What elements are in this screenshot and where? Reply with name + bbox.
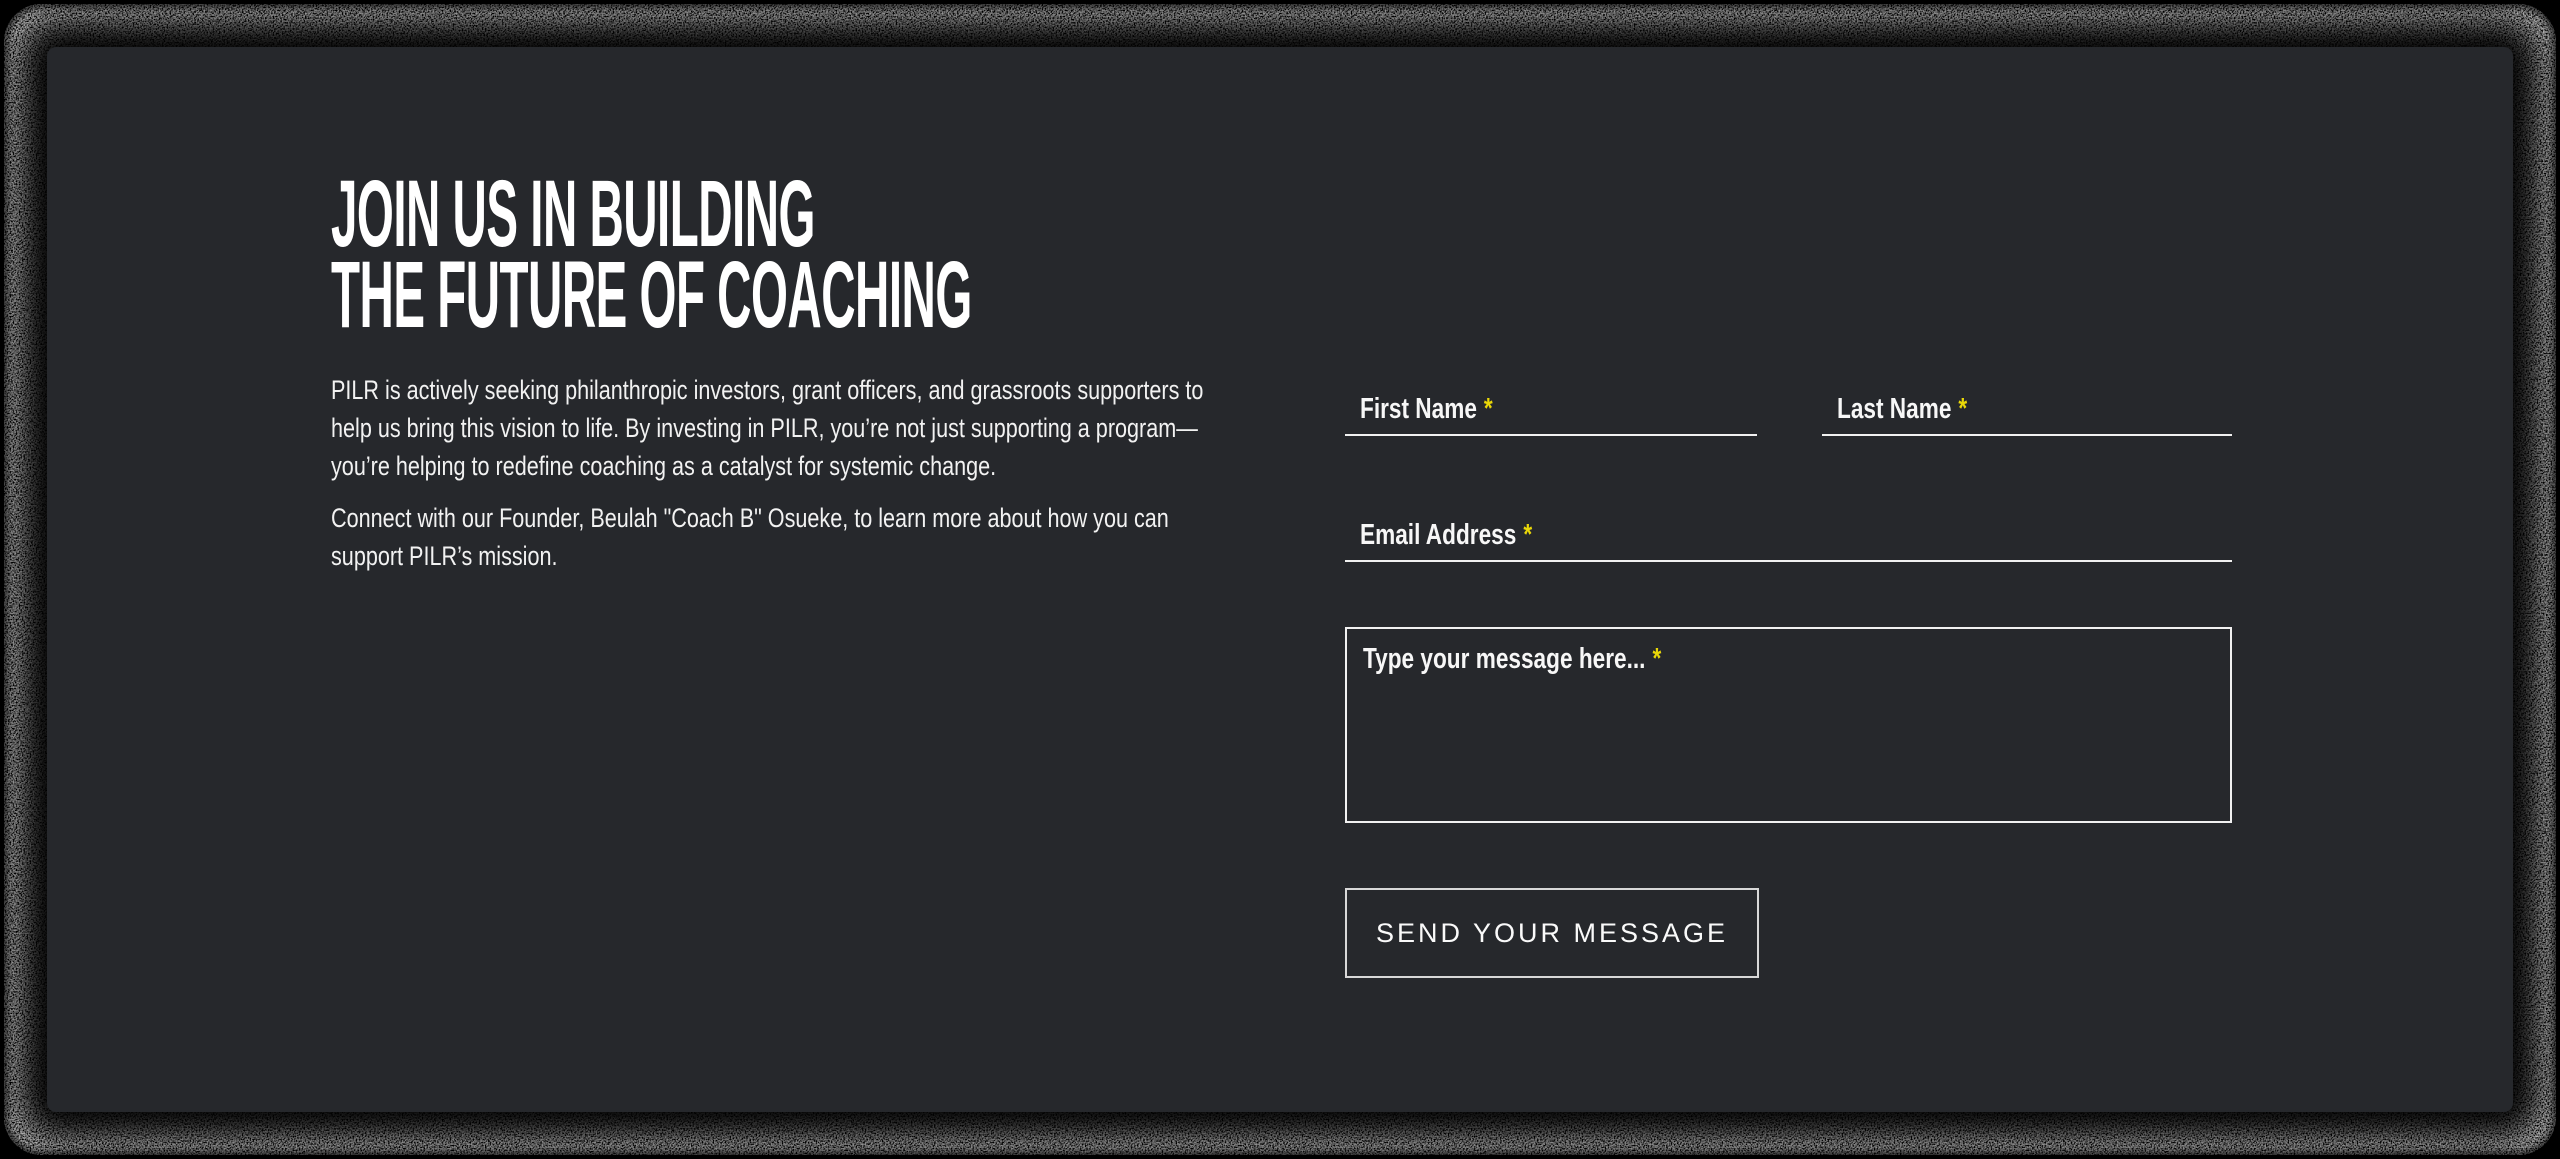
last-name-label-text: Last Name xyxy=(1837,393,1952,425)
email-field[interactable] xyxy=(1345,511,2232,562)
grain-border-card xyxy=(4,4,2556,1155)
intro-paragraph-2: Connect with our Founder, Beulah "Coach B" Osueke, to learn more about how you can support PILR’s mission. xyxy=(331,503,1169,571)
contact-form xyxy=(1345,47,2232,1112)
email-input[interactable] xyxy=(1345,511,2232,560)
required-asterisk: * xyxy=(1523,519,1533,551)
last-name-input[interactable] xyxy=(1822,385,2232,434)
heading-line-1: JOIN US IN BUILDING xyxy=(331,161,816,267)
intro-copy xyxy=(331,371,1211,589)
required-asterisk: * xyxy=(1483,393,1493,425)
email-label-text: Email Address xyxy=(1360,519,1517,551)
required-asterisk: * xyxy=(1958,393,1968,425)
intro-paragraph-1: PILR is actively seeking philanthropic investors, grant officers, and grassroots supporters to help us bring this vision to life. By investing in PILR, you’re not just supporting a program—you’re helping to redefine coaching as a catalyst for systemic change. xyxy=(331,375,1204,481)
message-input[interactable] xyxy=(1347,629,2230,821)
heading-line-2: THE FUTURE OF COACHING xyxy=(331,242,972,348)
required-asterisk: * xyxy=(1652,643,1662,675)
message-field[interactable] xyxy=(1345,627,2232,823)
send-message-button[interactable]: SEND YOUR MESSAGE xyxy=(1345,888,1759,978)
first-name-input[interactable] xyxy=(1345,385,1757,434)
last-name-field[interactable] xyxy=(1822,385,2232,436)
message-placeholder-text: Type your message here... xyxy=(1363,643,1646,675)
content-panel xyxy=(47,47,2513,1112)
first-name-label-text: First Name xyxy=(1360,393,1477,425)
first-name-field[interactable] xyxy=(1345,385,1757,436)
